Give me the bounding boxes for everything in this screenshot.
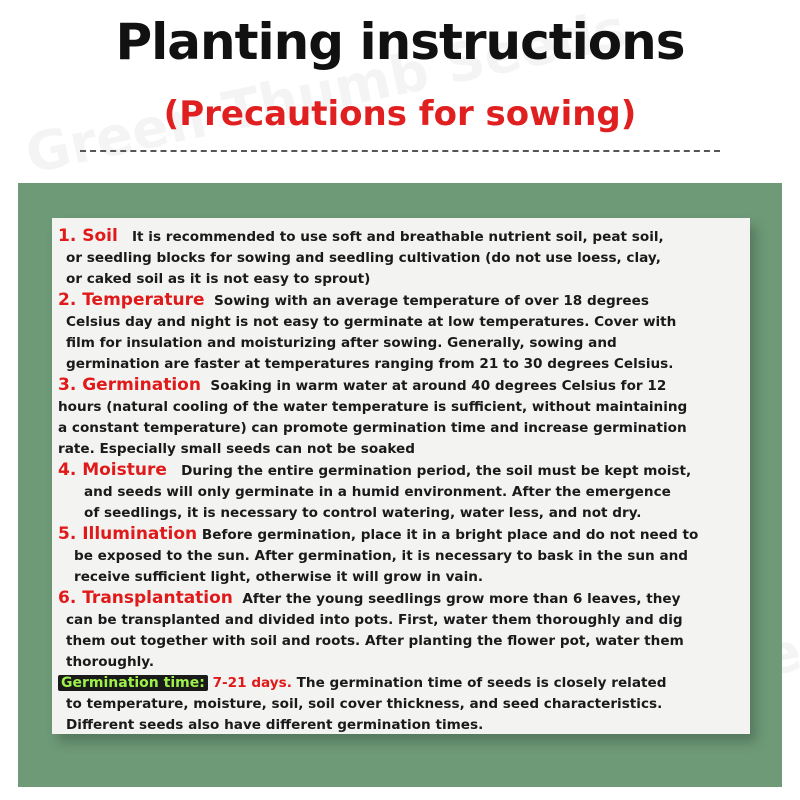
section-text: germination are faster at temperatures ranging from 21 to 30 degrees Celsius. — [66, 356, 674, 372]
section-text: Before germination, place it in a bright place and do not need to — [201, 527, 699, 543]
section-text: of seedlings, it is necessary to control watering, water less, and not dry. — [84, 505, 642, 521]
section-text: or seedling blocks for sowing and seedling cultivation (do not use loess, clay, — [66, 250, 661, 266]
section-germination — [58, 375, 748, 460]
section-heading: 4. Moisture — [58, 460, 167, 480]
page-title: Planting instructions — [115, 13, 685, 71]
section-text: to temperature, moisture, soil, soil cover thickness, and seed characteristics. — [66, 696, 663, 712]
section-heading: 6. Transplantation — [58, 588, 233, 608]
section-text: them out together with soil and roots. After planting the flower pot, water them — [66, 633, 684, 649]
dashed-divider — [80, 150, 720, 152]
section-text: be exposed to the sun. After germination, it is necessary to bask in the sun and — [74, 548, 689, 564]
section-text: hours (natural cooling of the water temperature is sufficient, without maintaining — [58, 399, 688, 415]
section-illumination — [58, 524, 748, 588]
section-text: Soaking in warm water at around 40 degrees Celsius for 12 — [210, 378, 667, 394]
section-heading: 1. Soil — [58, 226, 118, 246]
section-text: receive sufficient light, otherwise it will grow in vain. — [74, 569, 484, 585]
section-text: and seeds will only germinate in a humid environment. After the emergence — [84, 484, 671, 500]
section-moisture — [58, 460, 748, 524]
section-text: Different seeds also have different germination times. — [66, 717, 484, 733]
section-text: a constant temperature) can promote germination time and increase germination — [58, 420, 687, 436]
section-text: thoroughly. — [66, 654, 155, 670]
section-germination-time — [58, 673, 748, 736]
germination-time-label: Germination time: — [58, 675, 208, 691]
section-heading: 3. Germination — [58, 375, 201, 395]
section-text: The germination time of seeds is closely related — [296, 675, 667, 691]
page-subtitle: (Precautions for sowing) — [163, 94, 637, 134]
section-heading: 5. Illumination — [58, 524, 198, 544]
section-text: After the young seedlings grow more than 6 leaves, they — [242, 591, 681, 607]
section-soil — [58, 226, 748, 290]
section-text: or caked soil as it is not easy to sprout) — [66, 271, 371, 287]
section-text: can be transplanted and divided into pots. First, water them thoroughly and dig — [66, 612, 683, 628]
section-text: It is recommended to use soft and breathable nutrient soil, peat soil, — [132, 229, 664, 245]
section-temperature — [58, 290, 748, 375]
section-heading: 2. Temperature — [58, 290, 205, 310]
section-text: film for insulation and moisturizing after sowing. Generally, sowing and — [66, 335, 617, 351]
section-text: Celsius day and night is not easy to germinate at low temperatures. Cover with — [66, 314, 677, 330]
section-text: rate. Especially small seeds can not be soaked — [58, 441, 415, 457]
germination-time-value: 7-21 days. — [212, 675, 292, 691]
instruction-text — [58, 226, 748, 736]
section-transplantation — [58, 588, 748, 673]
section-text: During the entire germination period, the soil must be kept moist, — [181, 463, 692, 479]
section-text: Sowing with an average temperature of over 18 degrees — [213, 293, 649, 309]
